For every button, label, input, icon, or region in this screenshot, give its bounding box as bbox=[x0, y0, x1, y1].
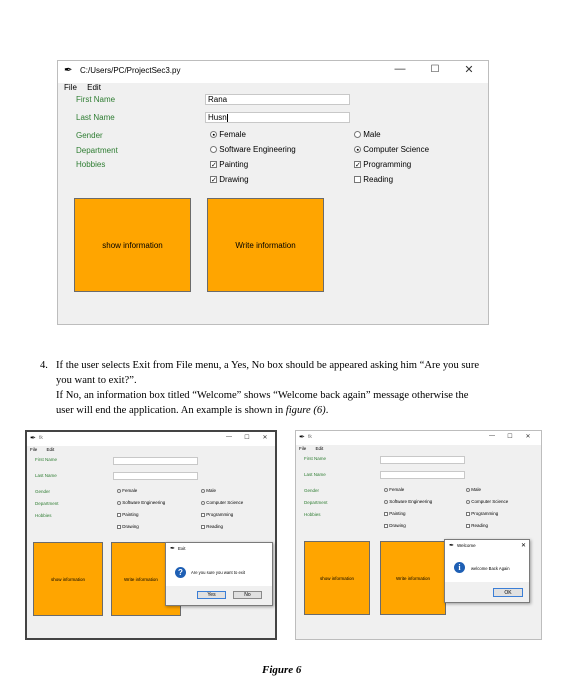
check-drawing-label: Drawing bbox=[219, 175, 249, 184]
radio-female-indicator[interactable] bbox=[210, 131, 217, 138]
radio-female[interactable] bbox=[210, 130, 246, 139]
minimize-button[interactable]: — bbox=[226, 434, 232, 440]
instruction-line-2: you want to exit?”. bbox=[56, 375, 137, 386]
hobbies-label: Hobbies bbox=[35, 513, 52, 518]
menu-file[interactable]: File bbox=[64, 83, 77, 92]
check-painting[interactable] bbox=[117, 512, 139, 517]
department-label: Department bbox=[35, 501, 59, 506]
menu-edit[interactable]: Edit bbox=[87, 83, 101, 92]
check-drawing[interactable] bbox=[210, 175, 249, 184]
radio-software-engineering-indicator[interactable] bbox=[117, 501, 121, 505]
figure-left-title-bar bbox=[27, 432, 275, 446]
last-name-field[interactable] bbox=[380, 471, 465, 479]
feather-icon: ✒ bbox=[299, 434, 305, 441]
menu-edit[interactable]: Edit bbox=[46, 447, 55, 452]
check-drawing-label: Drawing bbox=[389, 523, 406, 528]
radio-female[interactable] bbox=[117, 488, 137, 493]
close-button[interactable]: ✕ bbox=[262, 435, 268, 441]
check-programming[interactable] bbox=[201, 512, 233, 517]
show-information-button[interactable]: show information bbox=[304, 541, 370, 615]
radio-male-label: Male bbox=[206, 488, 217, 493]
maximize-button[interactable]: ☐ bbox=[244, 435, 250, 441]
instruction-line-4-prefix: user will end the application. An example is shown in bbox=[56, 405, 286, 416]
figure-left-title: tk bbox=[39, 435, 43, 441]
check-programming-box[interactable] bbox=[466, 512, 470, 516]
radio-software-engineering-indicator[interactable] bbox=[384, 500, 388, 504]
radio-software-engineering-indicator[interactable] bbox=[210, 146, 217, 153]
first-name-field[interactable] bbox=[205, 94, 350, 105]
radio-male-indicator[interactable] bbox=[201, 489, 205, 493]
check-drawing-box[interactable] bbox=[384, 524, 388, 528]
radio-software-engineering-label: Software Engineering bbox=[219, 145, 296, 154]
menu-bar bbox=[64, 83, 109, 92]
check-programming-box[interactable] bbox=[201, 513, 205, 517]
hobbies-label: Hobbies bbox=[76, 160, 106, 169]
last-name-label: Last Name bbox=[304, 472, 326, 477]
feather-icon: ✒ bbox=[449, 543, 455, 549]
last-name-field[interactable] bbox=[205, 112, 350, 123]
radio-female-label: Female bbox=[389, 487, 405, 492]
figure-right-title: tk bbox=[308, 434, 312, 440]
first-name-label: First Name bbox=[35, 457, 58, 462]
check-programming-label: Programming bbox=[471, 511, 499, 516]
check-programming-label: Programming bbox=[206, 512, 234, 517]
check-reading[interactable] bbox=[201, 524, 223, 529]
minimize-button[interactable]: — bbox=[489, 433, 495, 439]
check-drawing[interactable] bbox=[384, 523, 406, 528]
radio-male-label: Male bbox=[363, 130, 381, 139]
check-painting-label: Painting bbox=[219, 160, 249, 169]
check-reading-label: Reading bbox=[471, 523, 489, 528]
check-programming-box[interactable]: ✓ bbox=[355, 162, 361, 170]
check-reading[interactable] bbox=[466, 523, 488, 528]
radio-software-engineering[interactable] bbox=[210, 145, 296, 154]
figure-left-window bbox=[25, 430, 277, 640]
radio-computer-science[interactable] bbox=[354, 145, 429, 154]
figure-right-title-bar bbox=[296, 431, 541, 445]
check-painting-label: Painting bbox=[122, 512, 139, 517]
radio-computer-science-indicator[interactable] bbox=[354, 146, 361, 153]
instruction-line-4-suffix: . bbox=[325, 405, 329, 416]
figure-reference: figure (6) bbox=[285, 405, 326, 416]
exit-dialog-title: Exit bbox=[178, 546, 186, 551]
radio-software-engineering-label: Software Engineering bbox=[122, 500, 166, 505]
check-painting-label: Painting bbox=[389, 511, 406, 516]
menu-file[interactable]: File bbox=[299, 446, 307, 451]
radio-male[interactable] bbox=[466, 487, 481, 492]
figure-caption: Figure 6 bbox=[262, 664, 302, 676]
check-drawing-label: Drawing bbox=[122, 524, 139, 529]
instruction-line-3: If No, an information box titled “Welcome” shows “Welcome back again” message otherwise the bbox=[56, 390, 469, 401]
check-programming-label: Programming bbox=[363, 160, 412, 169]
first-name-value: Rana bbox=[208, 95, 228, 104]
first-name-field[interactable] bbox=[380, 456, 465, 464]
check-reading-label: Reading bbox=[363, 175, 394, 184]
minimize-button[interactable]: — bbox=[394, 63, 406, 75]
radio-female-label: Female bbox=[219, 130, 246, 139]
radio-computer-science[interactable] bbox=[201, 500, 243, 505]
radio-female-label: Female bbox=[122, 488, 138, 493]
exit-dialog bbox=[165, 542, 273, 606]
check-programming[interactable] bbox=[466, 511, 498, 516]
check-reading-box[interactable] bbox=[354, 176, 361, 183]
radio-computer-science-indicator[interactable] bbox=[201, 501, 205, 505]
feather-icon: ✒ bbox=[170, 546, 176, 552]
radio-male[interactable] bbox=[201, 488, 216, 493]
welcome-dialog-title: Welcome bbox=[457, 543, 476, 548]
step-number: 4. bbox=[40, 360, 48, 371]
write-information-label: Write information bbox=[124, 576, 158, 582]
question-icon: ? bbox=[175, 567, 186, 578]
radio-female-indicator[interactable] bbox=[384, 488, 388, 492]
last-name-value: Husn bbox=[208, 113, 227, 122]
maximize-button[interactable]: ☐ bbox=[430, 64, 440, 75]
menu-file[interactable]: File bbox=[30, 447, 38, 452]
check-painting-box[interactable] bbox=[384, 512, 388, 516]
check-painting-box[interactable] bbox=[117, 513, 121, 517]
write-information-button[interactable]: Write information bbox=[207, 198, 324, 292]
yes-button[interactable]: Yes bbox=[197, 591, 226, 599]
check-drawing[interactable] bbox=[117, 524, 139, 529]
close-button[interactable]: ✕ bbox=[464, 64, 474, 76]
first-name-label: First Name bbox=[304, 456, 327, 461]
radio-female-indicator[interactable] bbox=[117, 489, 121, 493]
instruction-line-4 bbox=[56, 403, 561, 418]
radio-male[interactable] bbox=[354, 130, 381, 139]
radio-software-engineering-label: Software Engineering bbox=[389, 499, 433, 504]
info-icon: i bbox=[454, 562, 465, 573]
maximize-button[interactable]: ☐ bbox=[507, 434, 513, 440]
check-reading-box[interactable] bbox=[466, 524, 470, 528]
instruction-line-1: If the user selects Exit from File menu, a Yes, No box should be appeared asking him “Are you sure bbox=[56, 360, 480, 371]
check-painting[interactable] bbox=[210, 160, 248, 169]
gender-label: Gender bbox=[304, 488, 320, 493]
radio-female[interactable] bbox=[384, 487, 404, 492]
check-painting-box[interactable]: ✓ bbox=[211, 162, 217, 170]
welcome-dialog-message: welcome Back Again bbox=[471, 566, 510, 571]
check-reading[interactable] bbox=[354, 175, 393, 184]
check-reading-box[interactable] bbox=[201, 525, 205, 529]
check-painting[interactable] bbox=[384, 511, 406, 516]
welcome-dialog bbox=[444, 539, 530, 603]
radio-software-engineering[interactable] bbox=[384, 499, 432, 504]
show-information-button[interactable]: show information bbox=[33, 542, 103, 616]
check-programming[interactable] bbox=[354, 160, 411, 169]
check-drawing-box[interactable] bbox=[117, 525, 121, 529]
hobbies-label: Hobbies bbox=[304, 512, 321, 517]
radio-male-label: Male bbox=[471, 487, 482, 492]
close-button[interactable]: ✕ bbox=[525, 434, 531, 440]
radio-computer-science[interactable] bbox=[466, 499, 508, 504]
menu-bar bbox=[30, 447, 62, 452]
department-label: Department bbox=[304, 500, 328, 505]
title-bar bbox=[58, 61, 488, 83]
exit-dialog-message: Are you sure you want to exit bbox=[191, 570, 245, 575]
no-button[interactable]: No bbox=[233, 591, 262, 599]
gender-label: Gender bbox=[35, 489, 51, 494]
show-information-button[interactable]: show information bbox=[74, 198, 191, 292]
first-name-field[interactable] bbox=[113, 457, 198, 465]
write-information-button[interactable]: Write information bbox=[380, 541, 446, 615]
radio-male-indicator[interactable] bbox=[466, 488, 470, 492]
check-drawing-box[interactable]: ✓ bbox=[211, 177, 217, 185]
first-name-label: First Name bbox=[76, 95, 116, 104]
text-cursor bbox=[227, 114, 228, 122]
last-name-label: Last Name bbox=[76, 113, 115, 122]
figure-right-window bbox=[295, 430, 542, 640]
radio-software-engineering[interactable] bbox=[117, 500, 165, 505]
check-reading-label: Reading bbox=[206, 524, 224, 529]
department-label: Department bbox=[76, 146, 118, 155]
radio-male-indicator[interactable] bbox=[354, 131, 361, 138]
instruction-text bbox=[56, 358, 561, 418]
last-name-field[interactable] bbox=[113, 472, 198, 480]
radio-computer-science-label: Computer Science bbox=[363, 145, 430, 154]
radio-computer-science-label: Computer Science bbox=[206, 500, 244, 505]
menu-bar bbox=[299, 446, 331, 451]
radio-computer-science-indicator[interactable] bbox=[466, 500, 470, 504]
last-name-label: Last Name bbox=[35, 473, 57, 478]
radio-computer-science-label: Computer Science bbox=[471, 499, 509, 504]
ok-button[interactable]: OK bbox=[493, 588, 523, 597]
gender-label: Gender bbox=[76, 131, 103, 140]
dialog-close-button[interactable]: ✕ bbox=[521, 543, 527, 549]
feather-icon: ✒ bbox=[30, 435, 36, 442]
menu-edit[interactable]: Edit bbox=[315, 446, 324, 451]
feather-icon: ✒ bbox=[64, 65, 73, 76]
window-title: C:/Users/PC/ProjectSec3.py bbox=[80, 66, 181, 75]
main-window bbox=[57, 60, 489, 325]
